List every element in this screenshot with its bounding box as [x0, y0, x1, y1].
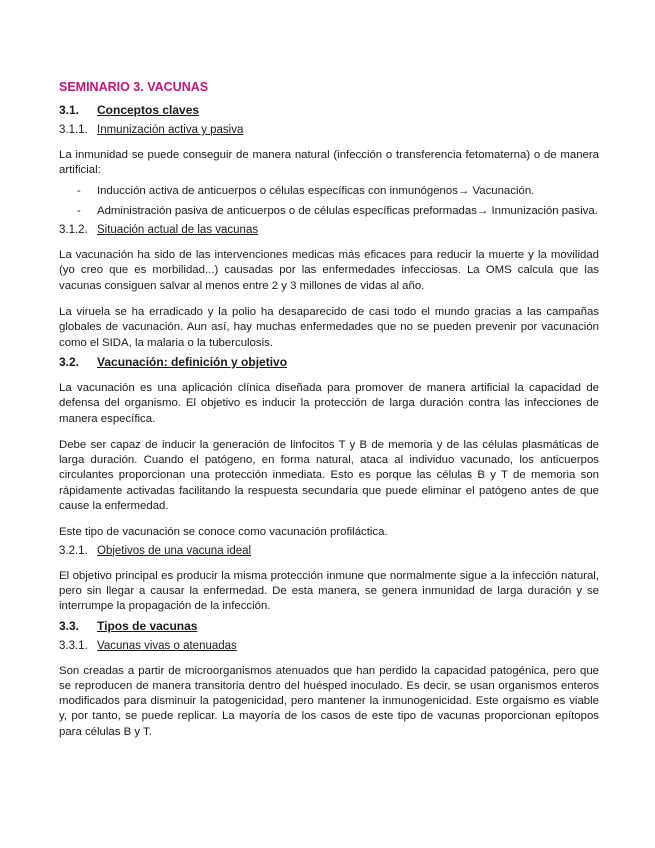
- heading-3-2: [59, 355, 599, 369]
- dash-marker: -: [77, 184, 81, 197]
- dash-marker: -: [77, 204, 81, 217]
- paragraph: La vacunación es una aplicación clínica diseñada para promover de manera artificial la capacidad de defensa del organismo. El objetivo es inducir la protección de larga duración contra las infecciones de manera específica.: [59, 381, 599, 425]
- list-item: [59, 204, 599, 219]
- paragraph: La inmunidad se puede conseguir de manera natural (infección o transferencia fetomaterna) o de manera artificial:: [59, 149, 599, 177]
- list-item: [59, 184, 599, 199]
- heading-text: Situación actual de las vacunas: [97, 224, 259, 237]
- paragraph: Este tipo de vacunación se conoce como vacunación profiláctica.: [59, 526, 388, 539]
- heading-text: Conceptos claves: [97, 103, 200, 117]
- paragraph: Son creadas a partir de microorganismos atenuados que han perdido la capacidad patogénica, pero que se reproducen de manera transitoria dentro del huésped inoculado. Es decir, se usan organismos enteros modificados para disminuir la patogenicidad, pero mantener la inmunogenicidad. Este orgaismo es viable y, por tanto, se puede replicar. La mayoría de los casos de este tipo de vacunas proporcionan epítopos para células B y T.: [59, 664, 599, 738]
- list-item-text: Administración pasiva de anticuerpos o de células específicas preformadas→ Inmunización pasiva.: [97, 204, 598, 217]
- heading-number: 3.1.1.: [59, 124, 88, 136]
- heading-3-3-1: [59, 640, 599, 652]
- heading-number: 3.1.2.: [59, 224, 88, 237]
- paragraph: La vacunación ha sido de las intervenciones medicas más eficaces para reducir la muerte y la movilidad (yo creo que es morbilidad...) causadas por las enfermedades infecciosas. La OMS calcula que las vacunas consiguen salvar al menos entre 2 y 3 millones de vidas al año.: [59, 249, 599, 292]
- document-page: [59, 80, 599, 751]
- heading-text: Inmunización activa y pasiva: [97, 124, 244, 136]
- heading-3-2-1: [59, 545, 599, 557]
- paragraph: La viruela se ha erradicado y la polio ha desaparecido de casi todo el mundo gracias a las campañas globales de vacunación. Aun así, hay muchas enfermedades que no se pueden prevenir por vacunación como el SIDA, la malaria o la tuberculosis.: [59, 306, 599, 349]
- bullet-list: [59, 184, 599, 220]
- heading-text: Vacunación: definición y objetivo: [97, 354, 288, 369]
- heading-text: Tipos de vacunas: [97, 618, 198, 633]
- paragraph: El objetivo principal es producir la misma protección inmune que normalmente sigue a la infección natural, pero sin llegar a causar la enfermedad. De esta manera, se genera inmunidad de larga duración y se interrumpe la propagación de la infección.: [59, 569, 599, 613]
- heading-text: Vacunas vivas o atenuadas: [97, 639, 237, 652]
- heading-3-1: [59, 103, 599, 117]
- heading-number: 3.3.1.: [59, 639, 88, 652]
- heading-number: 3.2.: [59, 354, 80, 369]
- document-title: SEMINARIO 3. VACUNAS: [59, 80, 209, 94]
- list-item-text: Inducción activa de anticuerpos o células específicas con inmunógenos→ Vacunación.: [97, 184, 535, 197]
- heading-text: Objetivos de una vacuna ideal: [97, 544, 252, 557]
- heading-3-1-2: [59, 224, 599, 236]
- heading-number: 3.2.1.: [59, 544, 88, 557]
- paragraph: Debe ser capaz de inducir la generación de linfocitos T y B de memoria y de las células plasmáticas de larga duración. Cuando el patógeno, en forma natural, ataca al individuo vacunado, los anticuerpos circulantes proporcionan una protección inmediata. Esto es porque las células B y T de memoria son rápidamente activadas facilitando la respuesta secundaria que puede eliminar el patógeno antes de que cause la enfermedad.: [59, 438, 599, 513]
- heading-3-3: [59, 619, 599, 633]
- heading-number: 3.1.: [59, 103, 80, 117]
- heading-number: 3.3.: [59, 618, 80, 633]
- heading-3-1-1: [59, 124, 599, 136]
